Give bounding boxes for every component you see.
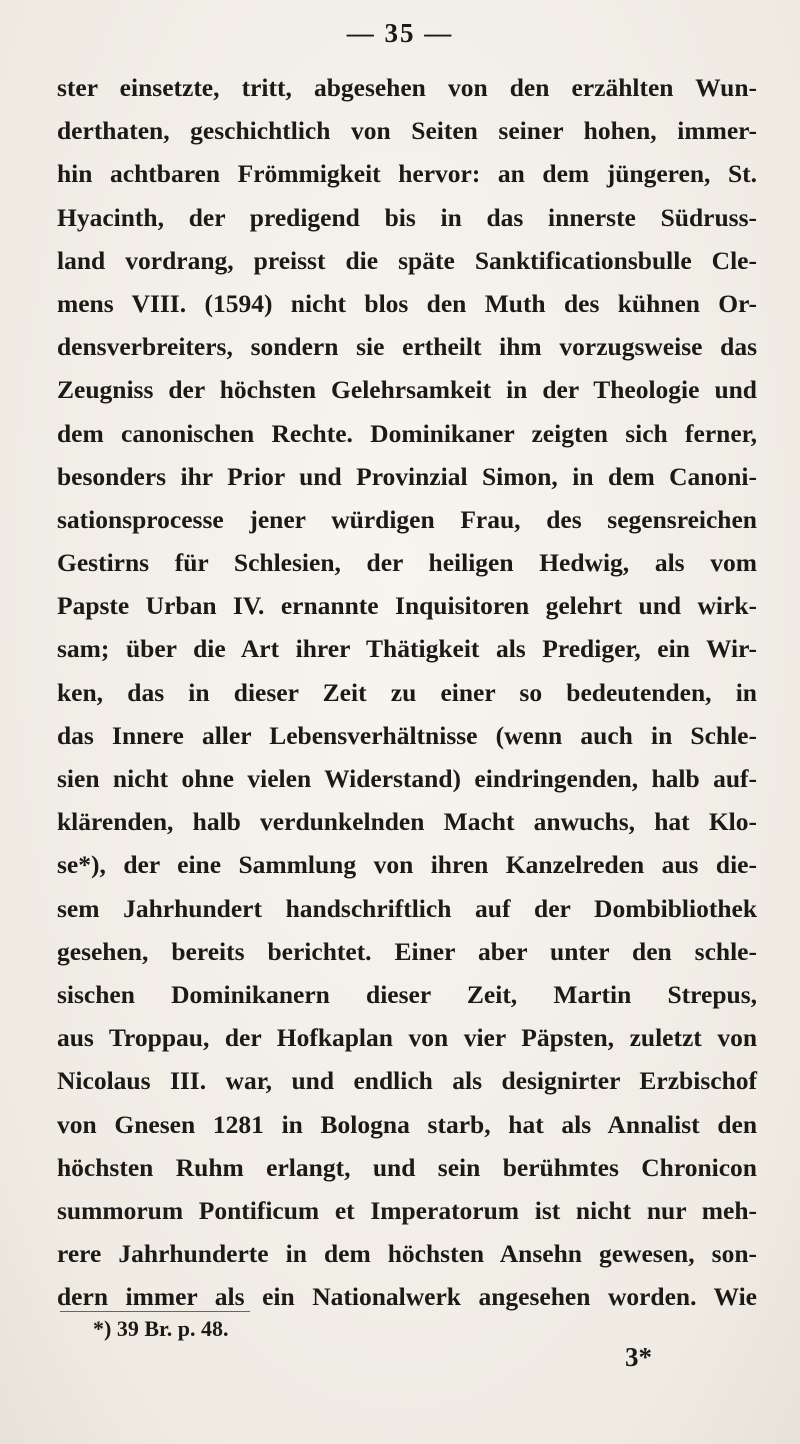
text-line: klärenden, halb verdunkelnden Macht anwuchs, hat Klo- xyxy=(57,807,757,837)
text-line: Zeugniss der höchsten Gelehrsamkeit in der Theologie und xyxy=(57,375,757,405)
text-line: dern immer als ein Nationalwerk angesehen worden. Wie xyxy=(57,1282,757,1312)
text-line: ster einsetzte, tritt, abgesehen von den erzählten Wun- xyxy=(57,73,757,102)
text-line: das Innere aller Lebensverhältnisse (wenn auch in Schle- xyxy=(57,720,757,750)
text-line: sischen Dominikanern dieser Zeit, Martin Strepus, xyxy=(57,979,757,1009)
signature-mark: 3* xyxy=(625,1342,652,1372)
text-line: rere Jahrhunderte in dem höchsten Ansehn gewesen, son- xyxy=(57,1239,757,1269)
text-line: summorum Pontificum et Imperatorum ist nicht nur meh- xyxy=(57,1195,757,1225)
text-line: höchsten Ruhm erlangt, und sein berühmtes Chronicon xyxy=(57,1152,757,1182)
text-line: hin achtbaren Frömmigkeit hervor: an dem jüngeren, St. xyxy=(57,159,757,189)
page-number: — 35 — xyxy=(346,18,454,48)
text-line: gesehen, bereits berichtet. Einer aber unter den schle- xyxy=(57,936,757,966)
text-line: sationsprocesse jener würdigen Frau, des segensreichen xyxy=(57,504,757,534)
footnote: *) 39 Br. p. 48. xyxy=(93,1316,229,1341)
text-line: Hyacinth, der predigend bis in das innerste Südruss- xyxy=(57,202,757,232)
footnote-divider xyxy=(60,1311,250,1312)
text-line: Papste Urban IV. ernannte Inquisitoren gelehrt und wirk- xyxy=(57,591,757,621)
text-line: von Gnesen 1281 in Bologna starb, hat als Annalist den xyxy=(57,1109,757,1139)
text-line: sien nicht ohne vielen Widerstand) eindringenden, halb auf- xyxy=(57,764,757,793)
text-line: derthaten, geschichtlich von Seiten seiner hohen, immer- xyxy=(57,116,757,146)
text-line: dem canonischen Rechte. Dominikaner zeigten sich ferner, xyxy=(57,418,757,448)
text-line: densverbreiters, sondern sie ertheilt ihm vorzugsweise das xyxy=(57,332,757,362)
text-line: se*), der eine Sammlung von ihren Kanzelreden aus die- xyxy=(57,850,757,880)
body-text xyxy=(57,66,757,1318)
text-line: sem Jahrhundert handschriftlich auf der Dombibliothek xyxy=(57,893,757,923)
text-line: aus Troppau, der Hofkaplan von vier Päpsten, zuletzt von xyxy=(57,1023,757,1053)
text-line: sam; über die Art ihrer Thätigkeit als Prediger, ein Wir- xyxy=(57,634,757,664)
text-line: Gestirns für Schlesien, der heiligen Hedwig, als vom xyxy=(57,548,757,578)
text-line: mens VIII. (1594) nicht blos den Muth des kühnen Or- xyxy=(57,288,757,318)
text-line: land vordrang, preisst die späte Sanktificationsbulle Cle- xyxy=(57,245,757,275)
text-line: besonders ihr Prior und Provinzial Simon, in dem Canoni- xyxy=(57,461,757,491)
text-line: Nicolaus III. war, und endlich als designirter Erzbischof xyxy=(57,1066,757,1096)
text-line: ken, das in dieser Zeit zu einer so bedeutenden, in xyxy=(57,677,757,707)
